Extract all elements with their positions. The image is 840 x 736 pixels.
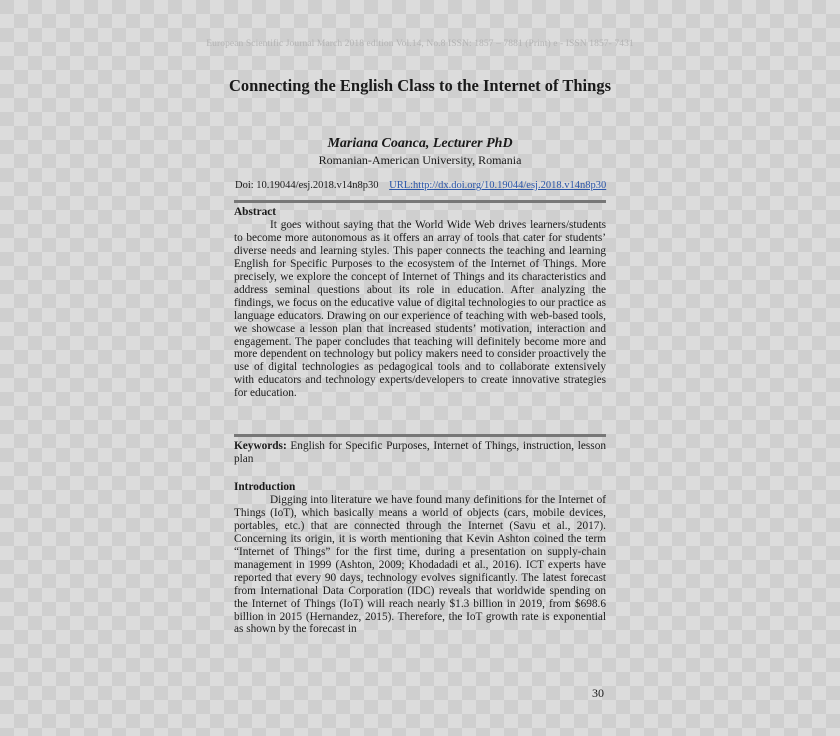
keywords-section bbox=[234, 440, 606, 466]
abstract-top-rule bbox=[234, 200, 606, 203]
doi-line bbox=[235, 180, 605, 191]
doi-text: Doi: 10.19044/esj.2018.v14n8p30 bbox=[235, 180, 379, 191]
author-name: Mariana Coanca, Lecturer PhD bbox=[327, 136, 513, 151]
author-affiliation: Romanian-American University, Romania bbox=[318, 153, 522, 167]
running-header: European Scientific Journal March 2018 edition Vol.14, No.8 ISSN: 1857 – 7881 (Print) e - ISSN 1857- 7431 bbox=[206, 39, 634, 49]
keywords-label: Keywords: bbox=[234, 440, 287, 452]
introduction-section bbox=[234, 481, 606, 636]
abstract-text: It goes without saying that the World Wide Web drives learners/students to become more autonomous as it offers an array of tools that cater for students’ diverse needs and learning styles. This paper connects the teaching and learning English for Specific Purposes to the ecosystem of the Internet of Things. More precisely, we explore the concept of Internet of Things and its characteristics and address seminal questions about its role in education. After analyzing the findings, we focus on the educative value of digital technologies to our practice as language educators. Drawing on our experience of teaching with web-based tools, we showcase a lesson plan that increased students’ motivation, interaction and engagement. The paper concludes that teaching will definitely become more and more dependent on technology but policy makers need to consider proactively the use of digital technologies as pedagogical tools and to collaborate extensively with educators and technology experts/developers to create innovative strategies for education. bbox=[234, 218, 606, 400]
abstract-heading: Abstract bbox=[234, 206, 277, 218]
introduction-heading: Introduction bbox=[234, 481, 296, 493]
page-number: 30 bbox=[592, 686, 604, 700]
abstract-bottom-rule bbox=[234, 434, 606, 437]
doi-link[interactable]: URL:http://dx.doi.org/10.19044/esj.2018.v14n8p30 bbox=[389, 180, 607, 191]
keywords-text: English for Specific Purposes, Internet of Things, instruction, lesson plan bbox=[234, 440, 606, 465]
introduction-text: Digging into literature we have found many definitions for the Internet of Things (IoT), which basically means a world of objects (cars, mobile devices, portables, etc.) that are connected through the Internet (Savu et al., 2017). Concerning its origin, it is worth mentioning that Kevin Ashton coined the term “Internet of Things” for the first time, during a presentation on supply-chain management in 1999 (Ashton, 2009; Khodadadi et al., 2016). ICT experts have reported that every 90 days, technology evolves significantly. The latest forecast from International Data Corporation (IDC) reveals that worldwide spending on the Internet of Things (IoT) will reach nearly $1.3 billion in 2019, from $698.6 billion in 2015 (Hernandez, 2015). Therefore, the IoT growth rate is exponential as shown by the forecast in bbox=[234, 493, 606, 636]
paper-title: Connecting the English Class to the Internet of Things bbox=[229, 76, 611, 95]
abstract-section bbox=[234, 206, 606, 400]
